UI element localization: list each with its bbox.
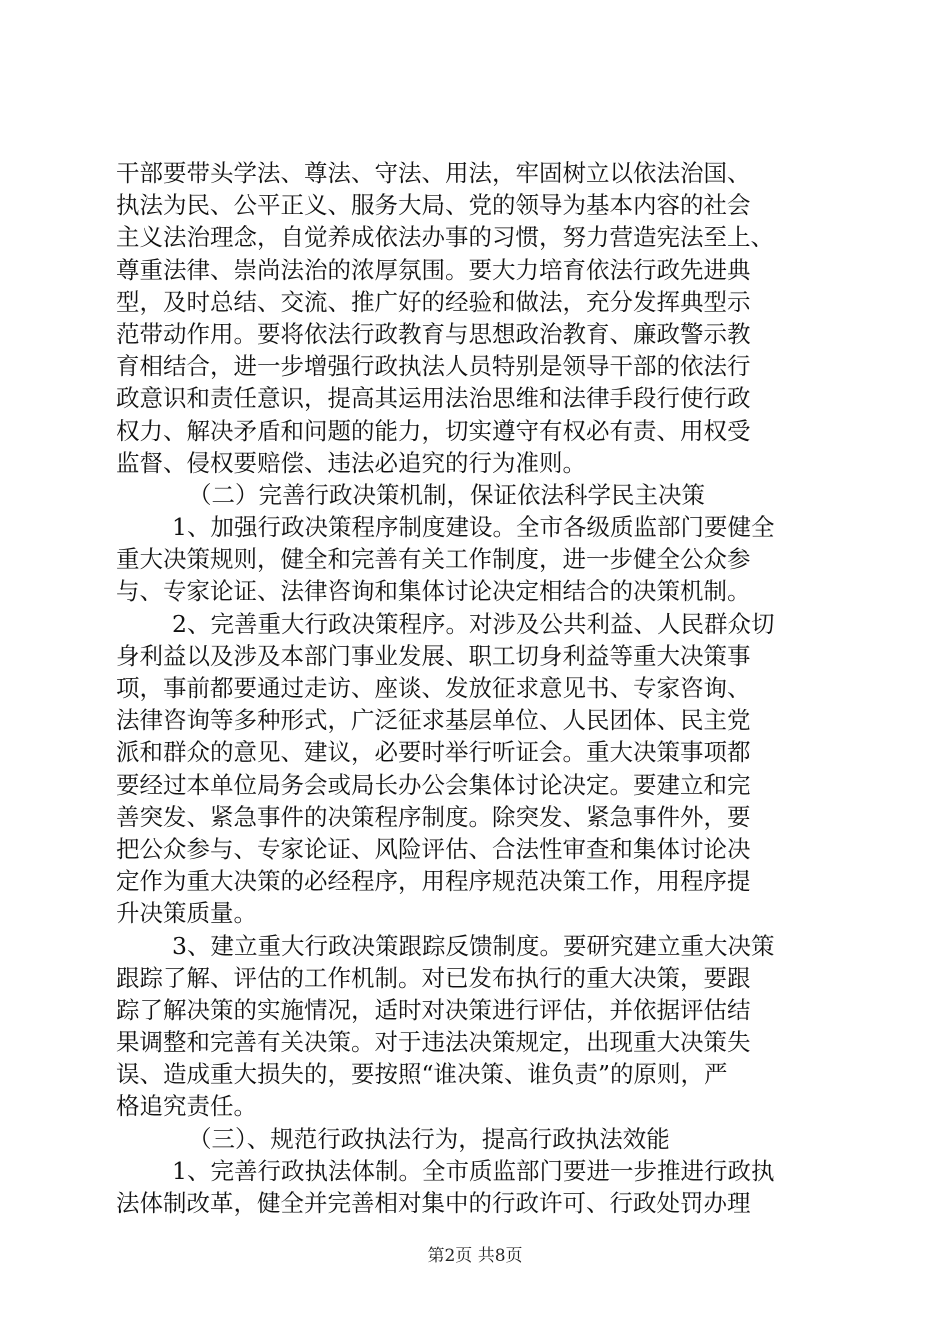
text-line: 干部要带头学法、尊法、守法、用法，牢固树立以依法治国、 [116, 159, 751, 187]
text-line: 法体制改革，健全并完善相对集中的行政许可、行政处罚办理 [116, 1189, 751, 1217]
section-heading: （三）、规范行政执法行为，提高行政执法效能 [188, 1124, 670, 1153]
text-line: 育相结合，进一步增强行政执法人员特别是领导干部的依法行 [116, 352, 751, 381]
document-body [116, 157, 836, 1219]
page-footer: 第2页 共8页 [427, 1246, 523, 1266]
text-line: 政意识和责任意识，提高其运用法治思维和法律手段行使行政 [116, 384, 751, 413]
text-line: 误、造成重大损失的，要按照“谁决策、谁负责”的原则，严 [116, 1060, 728, 1089]
text-line: 跟踪了解、评估的工作机制。对已发布执行的重大决策，要跟 [116, 963, 751, 992]
text-line: 尊重法律、崇尚法治的浓厚氛围。要大力培育依法行政先进典 [116, 255, 751, 284]
text-line: 身利益以及涉及本部门事业发展、职工切身利益等重大决策事 [116, 641, 751, 670]
text-line: 3、建立重大行政决策跟踪反馈制度。要研究建立重大决策 [172, 931, 775, 960]
text-line: 权力、解决矛盾和问题的能力，切实遵守有权必有责、用权受 [116, 416, 751, 445]
text-line: 1、加强行政决策程序制度建设。全市各级质监部门要健全 [172, 513, 775, 542]
text-line: 主义法治理念，自觉养成依法办事的习惯，努力营造宪法至上、 [116, 223, 774, 252]
text-line: 定作为重大决策的必经程序，用程序规范决策工作，用程序提 [116, 867, 751, 896]
text-line: 型，及时总结、交流、推广好的经验和做法，充分发挥典型示 [116, 287, 751, 316]
text-line: 要经过本单位局务会或局长办公会集体讨论决定。要建立和完 [116, 770, 751, 799]
text-line: 与、专家论证、法律咨询和集体讨论决定相结合的决策机制。 [116, 577, 751, 606]
text-line: 踪了解决策的实施情况，适时对决策进行评估，并依据评估结 [116, 995, 751, 1024]
text-line: 善突发、紧急事件的决策程序制度。除突发、紧急事件外，要 [116, 802, 751, 831]
text-line: 1、完善行政执法体制。全市质监部门要进一步推进行政执 [172, 1156, 775, 1185]
text-line: 重大决策规则，健全和完善有关工作制度，进一步健全公众参 [116, 545, 751, 574]
section-heading: （二）完善行政决策机制，保证依法科学民主决策 [188, 480, 705, 509]
text-line: 项，事前都要通过走访、座谈、发放征求意见书、专家咨询、 [116, 674, 751, 702]
text-line: 范带动作用。要将依法行政教育与思想政治教育、廉政警示教 [116, 319, 751, 348]
text-line: 把公众参与、专家论证、风险评估、合法性审查和集体讨论决 [116, 834, 751, 863]
text-line: 执法为民、公平正义、服务大局、党的领导为基本内容的社会 [116, 191, 751, 220]
text-line: 果调整和完善有关决策。对于违法决策规定，出现重大决策失 [116, 1028, 751, 1057]
text-line: 升决策质量。 [116, 899, 257, 928]
text-line: 2、完善重大行政决策程序。对涉及公共利益、人民群众切 [172, 609, 775, 638]
text-line: 派和群众的意见、建议，必要时举行听证会。重大决策事项都 [116, 738, 751, 767]
text-line: 监督、侵权要赔偿、违法必追究的行为准则。 [116, 448, 586, 477]
text-line: 法律咨询等多种形式，广泛征求基层单位、人民团体、民主党 [116, 706, 751, 735]
text-line: 格追究责任。 [116, 1092, 257, 1121]
